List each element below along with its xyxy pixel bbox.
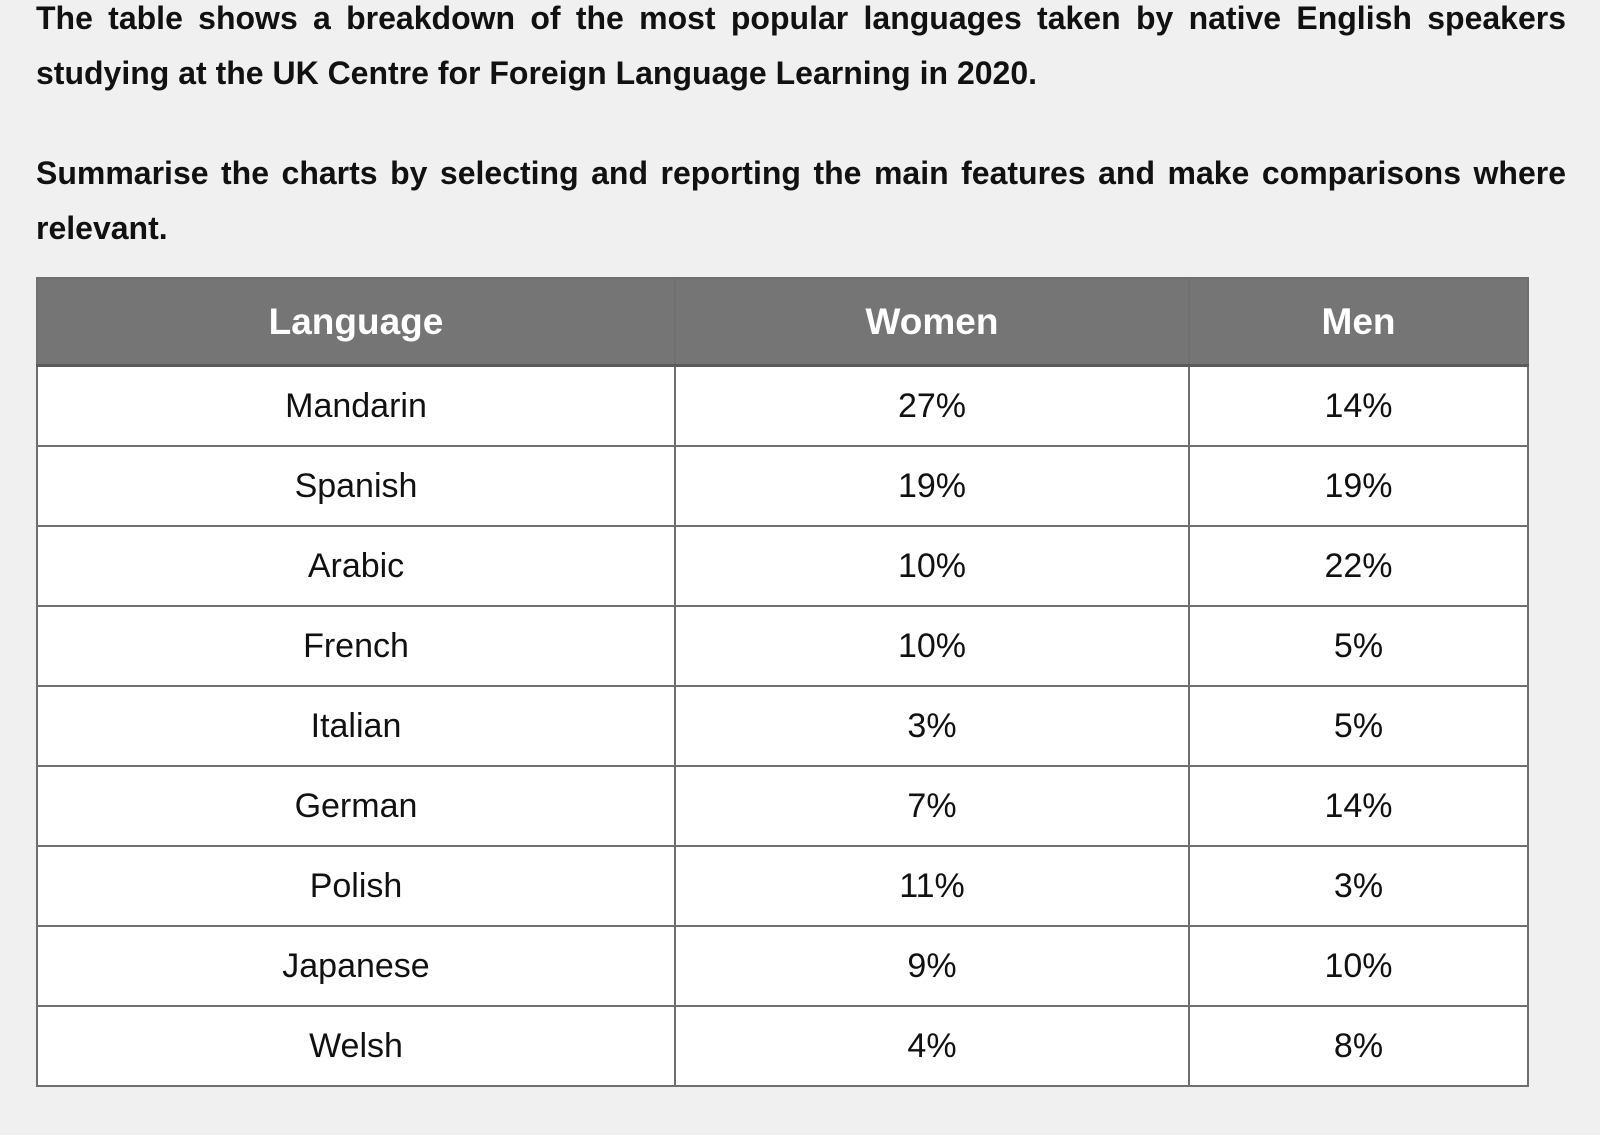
table-row — [37, 446, 1528, 526]
language-cell: Italian — [37, 686, 675, 766]
men-value-cell: 10% — [1189, 926, 1528, 1006]
language-cell: German — [37, 766, 675, 846]
women-value-cell: 9% — [675, 926, 1189, 1006]
column-header-women: Women — [675, 278, 1189, 366]
men-value-cell: 19% — [1189, 446, 1528, 526]
women-value-cell: 7% — [675, 766, 1189, 846]
language-cell: Spanish — [37, 446, 675, 526]
language-cell: Polish — [37, 846, 675, 926]
table-header-row — [37, 278, 1528, 366]
table-row — [37, 846, 1528, 926]
table-row — [37, 686, 1528, 766]
women-value-cell: 4% — [675, 1006, 1189, 1086]
men-value-cell: 3% — [1189, 846, 1528, 926]
men-value-cell: 22% — [1189, 526, 1528, 606]
men-value-cell: 8% — [1189, 1006, 1528, 1086]
language-cell: Welsh — [37, 1006, 675, 1086]
column-header-men: Men — [1189, 278, 1528, 366]
language-cell: Arabic — [37, 526, 675, 606]
table-row — [37, 366, 1528, 447]
column-header-language: Language — [37, 278, 675, 366]
men-value-cell: 14% — [1189, 366, 1528, 447]
task-instruction: Summarise the charts by selecting and reporting the main features and make comparisons where relevant. — [36, 155, 1566, 246]
women-value-cell: 11% — [675, 846, 1189, 926]
intro-text: The table shows a breakdown of the most popular languages taken by native English speakers studying at the UK Centre for Foreign Language Learning in 2020. — [36, 0, 1566, 91]
language-cell: Mandarin — [37, 366, 675, 447]
women-value-cell: 10% — [675, 606, 1189, 686]
men-value-cell: 14% — [1189, 766, 1528, 846]
table-row — [37, 926, 1528, 1006]
language-cell: Japanese — [37, 926, 675, 1006]
women-value-cell: 19% — [675, 446, 1189, 526]
table-row — [37, 526, 1528, 606]
men-value-cell: 5% — [1189, 606, 1528, 686]
women-value-cell: 3% — [675, 686, 1189, 766]
women-value-cell: 27% — [675, 366, 1189, 447]
language-cell: French — [37, 606, 675, 686]
table-row — [37, 766, 1528, 846]
language-table — [36, 277, 1529, 1087]
women-value-cell: 10% — [675, 526, 1189, 606]
table-row — [37, 606, 1528, 686]
men-value-cell: 5% — [1189, 686, 1528, 766]
table-row — [37, 1006, 1528, 1086]
